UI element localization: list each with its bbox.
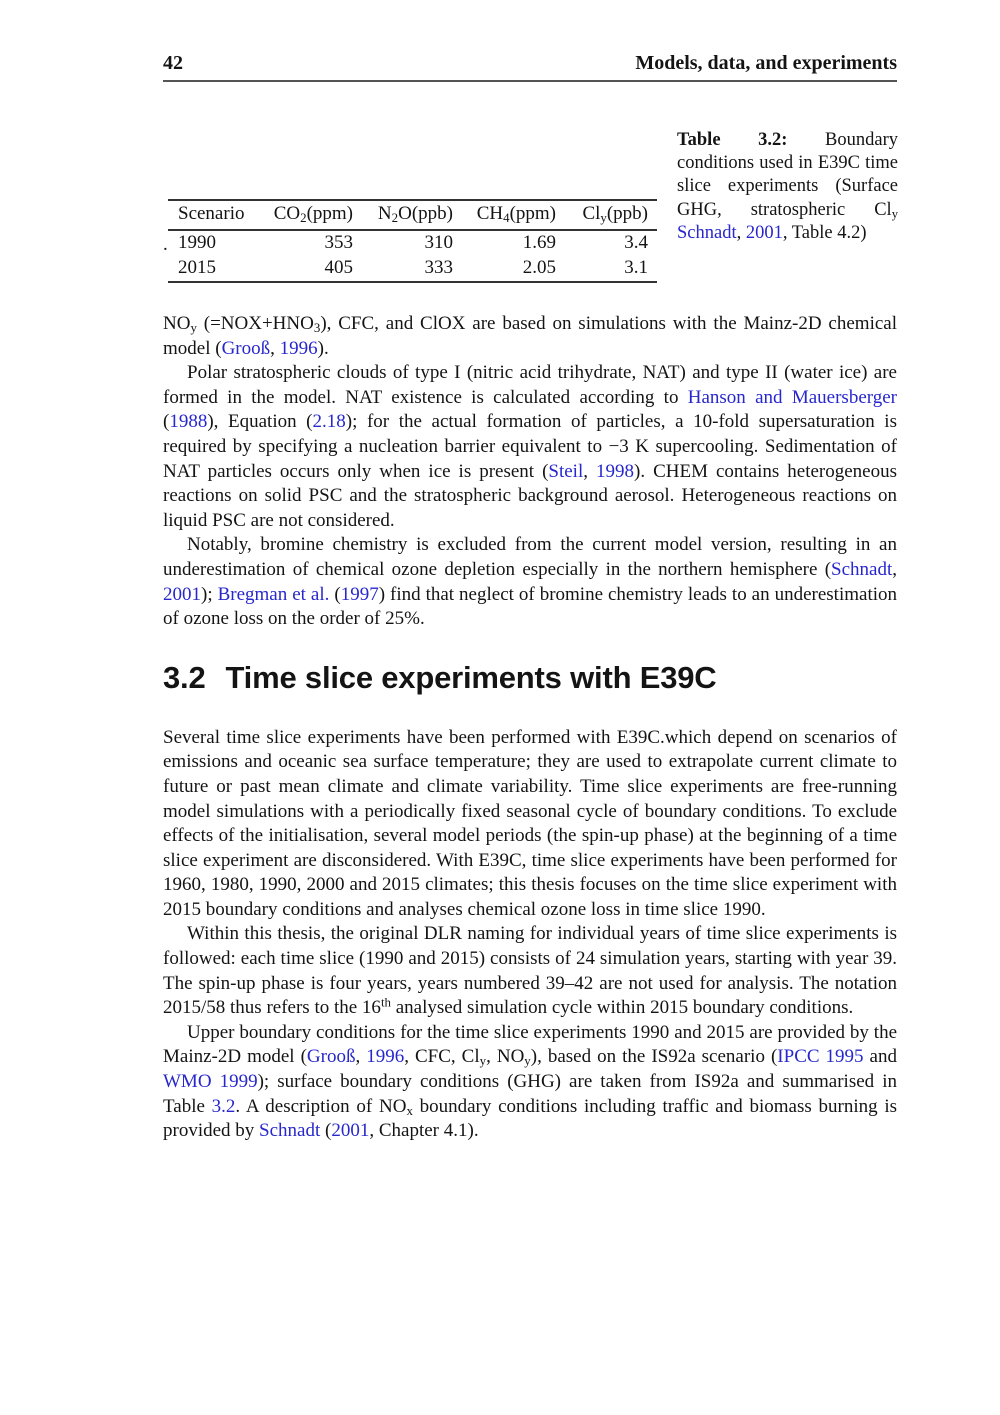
citation-link[interactable]: 2001 — [331, 1120, 370, 1142]
text-segment: , — [892, 558, 897, 580]
citation-link[interactable]: WMO 1999 — [163, 1071, 258, 1093]
citation-link[interactable]: 1996 — [279, 337, 318, 359]
text-segment: Several time slice experiments have been performed with E39C.which depend on scenarios of emissions and oceanic sea surface temperature; they are used to extrapolate current climate to future or past mean climate and climate variability. Time slice experiments are free-running model simulations with a periodically fixed seasonal cycle of boundary conditions. To exclude effects of the initialisation, several model periods (the spin-up phase) at the beginning of a time slice experiment are disconsidered. With E39C, time slice experiments have been performed for 1960, 1980, 1990, 2000 and 2015 climates; this thesis focuses on the time slice experiment with 2015 boundary conditions and analyses chemical ozone loss in time slice 1990. — [163, 726, 897, 920]
text-segment: ), based on the IS92a scenario ( — [530, 1046, 778, 1068]
citation-link[interactable]: Schnadt — [831, 558, 893, 580]
citation-link[interactable]: IPCC 1995 — [777, 1046, 864, 1068]
text-segment: Upper boundary conditions for the time slice experiments 1990 and 2015 are provided by the Mainz-2D model ( — [163, 1021, 897, 1068]
col-header-scenario — [168, 200, 258, 230]
text-segment: y — [479, 1053, 487, 1069]
text-segment: ); for the actual formation of particles, a 10-fold supersaturation is required by specifying a nucleation barrier equivalent to −3 K supercooling. Sedimentation of NAT particles occurs only when ice is present ( — [163, 411, 897, 482]
text-segment: Cl — [582, 203, 601, 224]
text-segment: ( — [329, 583, 341, 605]
text-segment: y — [524, 1053, 531, 1069]
text-segment: (=NOX+HNO — [196, 313, 314, 334]
table-cell: 405 — [324, 257, 353, 278]
paragraph-timeslice-intro — [163, 726, 897, 923]
citation-link[interactable]: 3.2 — [211, 1095, 236, 1117]
text-segment: ), Equation ( — [207, 411, 313, 433]
citation-link[interactable]: Grooß — [221, 337, 271, 359]
stray-period: . — [163, 234, 168, 255]
citation-link[interactable]: 2001 — [163, 583, 201, 605]
text-segment: , — [355, 1046, 367, 1068]
table-cell: 3.4 — [624, 232, 648, 253]
text-segment: Within this thesis, the original DLR naming for individual years of time slice experiments is followed: each time slice (1990 and 2015) consists of 24 simulation years, starting with year 39. The spin-up phase is four years, years numbered 39–42 are not used for analysis. The notation 2015/58 thus refers to the 16 — [163, 923, 897, 1019]
paragraph-upper-boundary — [163, 1021, 897, 1144]
text-segment: Table 3.2: — [677, 130, 788, 150]
text-segment: , NO — [486, 1046, 525, 1068]
text-segment: y — [190, 319, 197, 335]
citation-link[interactable]: 1996 — [366, 1046, 405, 1068]
text-segment: x — [406, 1102, 413, 1118]
paragraph-noy-cfc — [163, 312, 897, 361]
citation-link[interactable]: Bregman et al. — [217, 583, 330, 605]
text-segment: O(ppb) — [398, 203, 453, 224]
text-segment: , Chapter 4.1). — [369, 1120, 479, 1142]
paragraph-psc — [163, 361, 897, 533]
text-segment: ). — [317, 337, 329, 359]
table-header-row — [168, 200, 657, 230]
text-segment: CO — [273, 203, 301, 224]
text-segment: NO — [163, 313, 191, 334]
text-segment: 2 — [300, 209, 307, 225]
text-segment: y — [891, 206, 898, 221]
table-cell: 333 — [424, 257, 453, 278]
page-number: 42 — [163, 52, 183, 74]
table-cell: 310 — [424, 232, 453, 253]
table-cell: 3.1 — [624, 257, 648, 278]
table-cell: 1.69 — [522, 232, 556, 253]
text-segment: 2 — [391, 209, 399, 225]
text-segment: ); — [201, 583, 218, 605]
citation-link[interactable]: Schnadt — [259, 1120, 321, 1142]
text-segment: (ppb) — [606, 203, 648, 224]
section-number: 3.2 — [163, 659, 206, 695]
citation-link[interactable]: 1988 — [169, 411, 208, 433]
text-segment: boundary conditions including traffic and biomass burning is provided by — [163, 1095, 898, 1142]
table-cell: 353 — [324, 232, 353, 253]
text-segment: (ppm) — [306, 203, 353, 224]
text-segment: analysed simulation cycle within 2015 boundary conditions. — [390, 997, 854, 1019]
body-text — [163, 312, 897, 1144]
text-segment: , — [736, 222, 746, 243]
col-header-ch4 — [463, 200, 566, 230]
page-header — [163, 52, 897, 75]
paragraph-dlr-naming — [163, 922, 897, 1020]
text-segment: 3 — [313, 319, 321, 335]
text-segment: CH — [476, 203, 504, 224]
table-row — [168, 230, 657, 256]
boundary-conditions-table — [168, 199, 657, 283]
text-segment: . A description of NO — [235, 1095, 407, 1117]
table-cell: 2015 — [178, 257, 216, 278]
citation-link[interactable]: 1998 — [596, 460, 634, 482]
text-segment: (ppm) — [509, 203, 556, 224]
text-segment: ). CHEM contains heterogeneous reactions on solid PSC and the stratospheric background aerosol. Heterogeneous reactions on liquid PSC are not considered. — [163, 460, 897, 531]
col-header-co2 — [258, 200, 363, 230]
citation-link[interactable]: 2.18 — [312, 411, 346, 433]
paragraph-bromine — [163, 533, 897, 631]
col-header-cly — [566, 200, 657, 230]
text-segment: , Table 4.2) — [782, 222, 867, 243]
text-segment: , — [583, 460, 596, 482]
citation-link[interactable]: 1997 — [340, 583, 379, 605]
section-title: Time slice experiments with E39C — [225, 659, 717, 695]
col-header-n2o — [363, 200, 463, 230]
citation-link[interactable]: Steil — [548, 460, 584, 482]
text-segment: ) find that neglect of bromine chemistry leads to an underestimation of ozone loss on the order of 25%. — [163, 583, 898, 630]
table-caption — [677, 129, 898, 245]
section-heading — [163, 659, 897, 697]
citation-link[interactable]: 2001 — [745, 222, 783, 243]
text-segment: Scenario — [178, 203, 245, 224]
text-segment: , — [270, 337, 280, 359]
citation-link[interactable]: Grooß — [306, 1046, 356, 1068]
text-segment: Notably, bromine chemistry is excluded from the current model version, resulting in an underestimation of chemical ozone depletion especially in the northern hemisphere ( — [163, 534, 897, 580]
text-segment: , CFC, Cl — [404, 1046, 480, 1068]
running-title: Models, data, and experiments — [635, 52, 897, 74]
text-segment: y — [600, 209, 607, 225]
table-cell: 1990 — [178, 232, 216, 253]
citation-link[interactable]: Schnadt — [677, 222, 737, 243]
text-segment: N — [377, 203, 392, 224]
citation-link[interactable]: Hanson and Mauersberger — [687, 386, 897, 408]
text-segment: ( — [320, 1120, 332, 1142]
header-rule — [163, 80, 897, 82]
text-segment: ), CFC, and ClOX are based on simulations with the Mainz-2D chemical model ( — [163, 313, 897, 359]
table-row — [168, 256, 657, 282]
text-segment: and — [863, 1046, 897, 1068]
text-segment: ( — [163, 411, 170, 433]
text-segment: Polar stratospheric clouds of type I (nitric acid trihydrate, NAT) and type II (water ice) are formed in the model. NAT existence is calculated according to — [163, 362, 897, 408]
text-segment: 4 — [503, 209, 510, 225]
text-segment: th — [380, 994, 391, 1010]
text-segment: ); surface boundary conditions (GHG) are taken from IS92a and summarised in Table — [163, 1071, 897, 1117]
text-segment: Boundary conditions used in E39C time slice experiments (Surface GHG, stratospheric Cl — [677, 130, 898, 220]
table-cell: 2.05 — [522, 257, 556, 278]
